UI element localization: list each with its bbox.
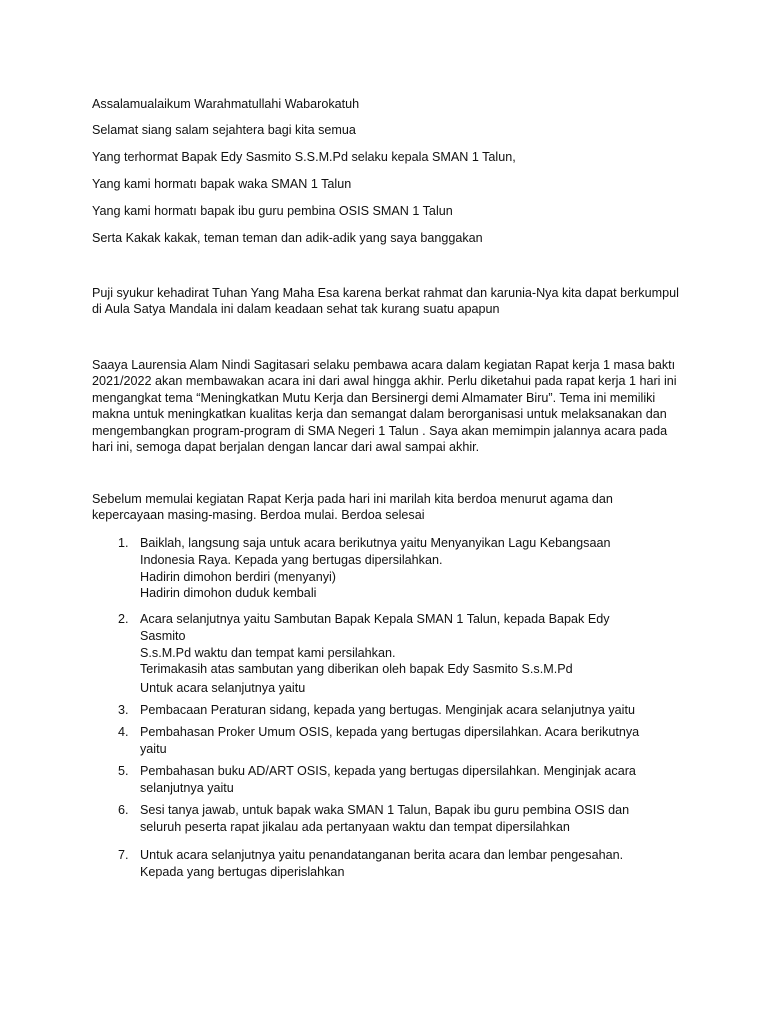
list-item-number: 3. [118, 703, 129, 717]
list-item-line: seluruh peserta rapat jikalau ada pertanyaan waktu dan tempat dipersilahkan [140, 819, 570, 834]
greeting-line: Assalamualaikum Warahmatullahi Wabarokatuh [92, 97, 360, 111]
intro-paragraph: Saaya Laurensia Alam Nindi Sagitasari selaku pembawa acara dalam kegiatan Rapat kerja 1 masa baktı 2021/2022 akan membawakan acara ini dari awal hingga akhir. Perlu diketahui pada rapat kerja 1 hari ini mengangkat tema “Meningkatkan Mutu Kerja dan Bersinergi demi Almamater Biru”. Tema ini memiliki makna untuk meningkatkan kualitas kerja dan semangat dalam berorganisasi untuk melaksanakan dan mengembangkan program-program di SMA Negeri 1 Talun . Saya akan memimpin jalannya acara pada hari ini, semoga dapat berjalan dengan lancar dari awal sampai akhir. [92, 358, 677, 455]
list-item-line: selanjutnya yaitu [140, 780, 234, 795]
list-item-line: Baiklah, langsung saja untuk acara berikutnya yaitu Menyanyikan Lagu Kebangsaan [140, 536, 611, 550]
greeting-line: Selamat siang salam sejahtera bagi kita semua [92, 123, 356, 137]
list-item-line: Kepada yang bertugas diperislahkan [140, 864, 345, 879]
list-item [118, 802, 658, 836]
list-item-number: 1. [118, 536, 129, 550]
greeting-line: Yang kami hormatı bapak ibu guru pembina OSIS SMAN 1 Talun [92, 204, 453, 218]
list-item-line: Pembahasan buku AD/ART OSIS, kepada yang bertugas dipersilahkan. Menginjak acara [140, 764, 636, 778]
list-item [118, 702, 658, 719]
list-item-line: Untuk acara selanjutnya yaitu penandatanganan berita acara dan lembar pengesahan. [140, 848, 624, 862]
list-item-number: 6. [118, 803, 129, 817]
list-item-number: 7. [118, 848, 129, 862]
greeting-line: Serta Kakak kakak, teman teman dan adik-adik yang saya banggakan [92, 231, 483, 245]
list-item-line: yaitu [140, 741, 167, 756]
list-item-line: Indonesia Raya. Kepada yang bertugas dipersilahkan. [140, 552, 443, 567]
list-item-line: Hadirin dimohon duduk kembali [140, 586, 317, 601]
greeting-line: Yang kami hormatı bapak waka SMAN 1 Talun [92, 177, 352, 191]
greeting-line: Yang terhormat Bapak Edy Sasmito S.S.M.Pd selaku kepala SMAN 1 Talun, [92, 150, 516, 164]
list-item [118, 611, 658, 678]
list-item-number: 5. [118, 764, 129, 778]
list-item [118, 763, 658, 797]
list-item-line: Sesi tanya jawab, untuk bapak waka SMAN 1 Talun, Bapak ibu guru pembina OSIS dan [140, 803, 630, 817]
list-item-line: Untuk acara selanjutnya yaitu [140, 681, 306, 695]
list-item [118, 847, 658, 881]
prayer-paragraph: Sebelum memulai kegiatan Rapat Kerja pada hari ini marilah kita berdoa menurut agama dan kepercayaan masing-masing. Berdoa mulai. Berdoa selesai [92, 492, 613, 523]
list-item-line: Terimakasih atas sambutan yang diberikan oleh bapak Edy Sasmito S.s.M.Pd [140, 662, 573, 677]
list-item-line: Pembahasan Proker Umum OSIS, kepada yang bertugas dipersilahkan. Acara berikutnya [140, 725, 640, 739]
gratitude-paragraph: Puji syukur kehadirat Tuhan Yang Maha Esa karena berkat rahmat dan karunia-Nya kita dapat berkumpul di Aula Satya Mandala ini dalam keadaan sehat tak kurang suatu apapun [92, 286, 679, 317]
list-item-number: 4. [118, 725, 129, 739]
list-item [118, 535, 658, 602]
list-item-line: S.s.M.Pd waktu dan tempat kami persilahkan. [140, 645, 396, 660]
list-item [118, 724, 658, 758]
list-item-number: 2. [118, 612, 129, 626]
list-item-continuation [118, 680, 658, 697]
list-item-line: Hadirin dimohon berdiri (menyanyi) [140, 569, 336, 584]
list-item-line: Acara selanjutnya yaitu Sambutan Bapak Kepala SMAN 1 Talun, kepada Bapak Edy Sasmito [140, 612, 610, 643]
list-item-line: Pembacaan Peraturan sidang, kepada yang bertugas. Menginjak acara selanjutnya yaitu [140, 703, 635, 717]
